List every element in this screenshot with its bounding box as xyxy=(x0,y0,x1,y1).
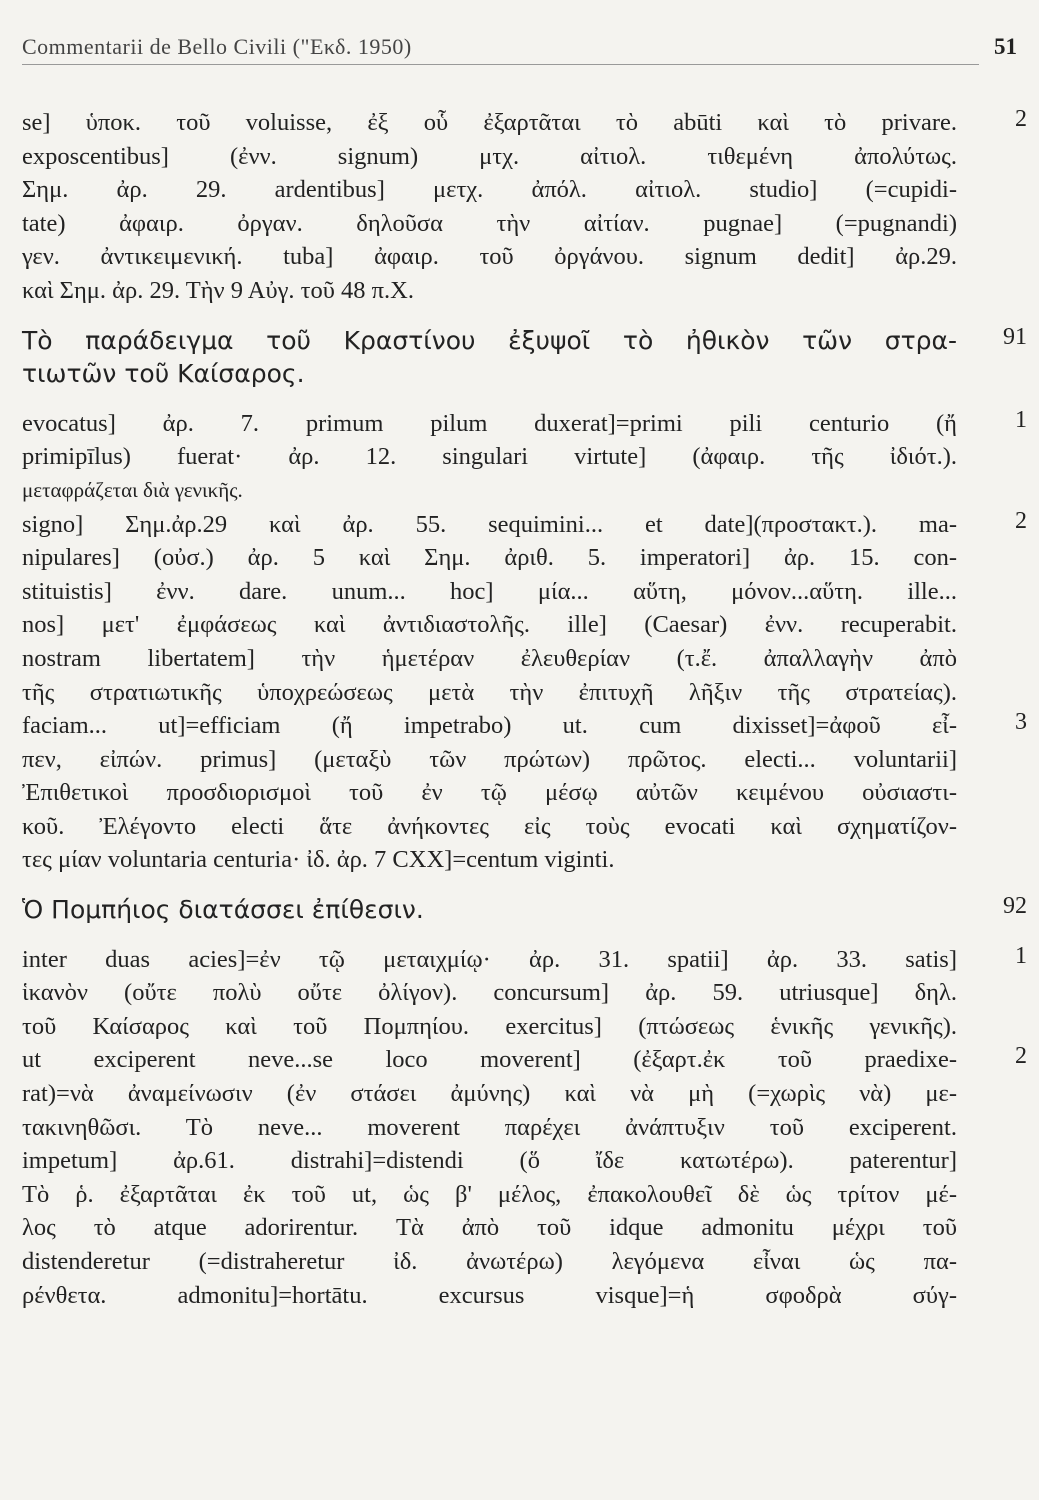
text-line: μεταφράζεται διὰ γενικῆς. xyxy=(22,477,243,502)
text-line: καὶ Σημ. ἀρ. 29. Τὴν 9 Αὐγ. τοῦ 48 π.Χ. xyxy=(22,276,414,304)
text-line: se] ὑποκ. τοῦ voluisse, ἐξ οὗ ἐξαρτᾶται τὸ abūti καὶ τὸ privare. xyxy=(22,109,957,136)
commentary-paragraph xyxy=(22,709,1027,877)
section-heading xyxy=(22,323,1027,391)
commentary-paragraph xyxy=(22,106,1027,308)
commentary-paragraph xyxy=(22,507,1027,710)
text-line: distenderetur (=distraheretur ἰδ. ἀνωτέρω) λεγόμενα εἶναι ὡς πα- xyxy=(22,1248,957,1275)
text-line: inter duas acies]=ἐν τῷ μεταιχμίῳ· ἀρ. 31. spatii] ἀρ. 33. satis] xyxy=(22,945,957,973)
text-line: signo] Σημ.ἀρ.29 καὶ ἀρ. 55. sequimini... et date](προστακτ.). ma- xyxy=(22,510,957,538)
text-line: γεν. ἀντικειμενική. tuba] ἀφαιρ. τοῦ ὀργάνου. signum dedit] ἀρ.29. xyxy=(22,243,957,271)
text-line: rat)=νὰ ἀναμείνωσιν (ἐν στάσει ἀμύνης) καὶ νὰ μὴ (=χωρὶς νὰ) με- xyxy=(22,1080,957,1108)
running-title: Commentarii de Bello Civili ("Εκδ. 1950) xyxy=(22,34,412,59)
line-number-marker: 2 xyxy=(1015,1043,1027,1070)
text-line: Σημ. ἀρ. 29. ardentibus] μετχ. ἀπόλ. αἰτιολ. studio] (=cupidi- xyxy=(22,176,957,204)
heading-line: τιωτῶν τοῦ Καίσαρος. xyxy=(22,359,305,389)
text-line: stituistis] ἐνν. dare. unum... hoc] μία... αὕτη, μόνον...αὕτη. ille... xyxy=(22,577,957,605)
chapter-number: 91 xyxy=(1003,323,1027,350)
text-line: ἱκανὸν (οὔτε πολὺ οὔτε ὀλίγον). concursum] ἀρ. 59. utriusque] δηλ. xyxy=(22,979,957,1007)
text-line: nostram libertatem] τὴν ἡμετέραν ἐλευθερίαν (τ.ἔ. ἀπαλλαγὴν ἀπὸ xyxy=(22,644,957,672)
text-line: ut exciperent neve...se loco moverent] (ἐξαρτ.ἐκ τοῦ praedixe- xyxy=(22,1046,957,1074)
line-number-marker: 1 xyxy=(1015,942,1027,969)
chapter-number: 92 xyxy=(1003,893,1027,920)
commentary-body xyxy=(22,106,1027,1312)
text-line: faciam... ut]=efficiam (ἤ impetrabo) ut. cum dixisset]=ἀφοῦ εἶ- xyxy=(22,712,957,740)
text-line: κοῦ. Ἐλέγοντο electi ἅτε ἀνήκοντες εἰς τοὺς evocati καὶ σχηματίζον- xyxy=(22,812,957,840)
text-line: nos] μετ' ἐμφάσεως καὶ ἀντιδιαστολῆς. ille] (Caesar) ἐνν. recuperabit. xyxy=(22,611,957,639)
line-number-marker: 2 xyxy=(1015,106,1027,132)
text-line: exposcentibus] (ἐνν. signum) μτχ. αἰτιολ. τιθεμένη ἀπολύτως. xyxy=(22,142,957,170)
heading-line: Ὁ Πομπήιος διατάσσει ἐπίθεσιν. xyxy=(22,895,424,925)
page-number: 51 xyxy=(994,34,1017,59)
page-header xyxy=(22,30,1017,65)
commentary-paragraph xyxy=(22,406,1027,508)
text-line: evocatus] ἀρ. 7. primum pilum duxerat]=primi pili centurio (ἤ xyxy=(22,409,957,437)
line-number-marker: 1 xyxy=(1015,406,1027,433)
text-line: τακινηθῶσι. Τὸ neve... moverent παρέχει ἀνάπτυξιν τοῦ exciperent. xyxy=(22,1113,957,1141)
commentary-paragraph xyxy=(22,942,1027,1044)
commentary-paragraph xyxy=(22,1043,1027,1312)
text-line: τοῦ Καίσαρος καὶ τοῦ Πομπηίου. exercitus] (πτώσεως ἑνικῆς γενικῆς). xyxy=(22,1012,957,1040)
text-line: ρένθετα. admonitu]=hortātu. excursus visque]=ἡ σφοδρὰ σύγ- xyxy=(22,1281,957,1309)
text-line: impetum] ἀρ.61. distrahi]=distendi (ὅ ἴδε κατωτέρω). paterentur] xyxy=(22,1147,957,1175)
text-line: τες μίαν voluntaria centuria· ἰδ. ἀρ. 7 CXX]=centum viginti. xyxy=(22,846,615,874)
text-line: nipulares] (οὐσ.) ἀρ. 5 καὶ Σημ. ἀριθ. 5. imperatori] ἀρ. 15. con- xyxy=(22,544,957,572)
text-line: πεν, εἰπών. primus] (μεταξὺ τῶν πρώτων) πρῶτος. electi... voluntarii] xyxy=(22,745,957,773)
text-line: primipīlus) fuerat· ἀρ. 12. singulari virtute] (ἀφαιρ. τῆς ἰδιότ.). xyxy=(22,443,957,471)
text-line: tate) ἀφαιρ. ὀργαν. δηλοῦσα τὴν αἰτίαν. pugnae] (=pugnandi) xyxy=(22,209,957,237)
text-line: Τὸ ῥ. ἐξαρτᾶται ἐκ τοῦ ut, ὡς β' μέλος, ἐπακολουθεῖ δὲ ὡς τρίτον μέ- xyxy=(22,1180,957,1208)
line-number-marker: 2 xyxy=(1015,507,1027,534)
text-line: Ἐπιθετικοὶ προσδιορισμοὶ τοῦ ἐν τῷ μέσῳ αὐτῶν κειμένου οὐσιαστι- xyxy=(22,779,957,807)
text-line: τῆς στρατιωτικῆς ὑποχρεώσεως μετὰ τὴν ἐπιτυχῆ λῆξιν τῆς στρατείας). xyxy=(22,678,957,706)
heading-line: Τὸ παράδειγμα τοῦ Κραστίνου ἐξυψοῖ τὸ ἠθικὸν τῶν στρα- xyxy=(22,325,957,355)
line-number-marker: 3 xyxy=(1015,709,1027,736)
section-heading xyxy=(22,893,1027,927)
text-line: λος τὸ atque adorirentur. Τὰ ἀπὸ τοῦ idque admonitu μέχρι τοῦ xyxy=(22,1214,957,1242)
